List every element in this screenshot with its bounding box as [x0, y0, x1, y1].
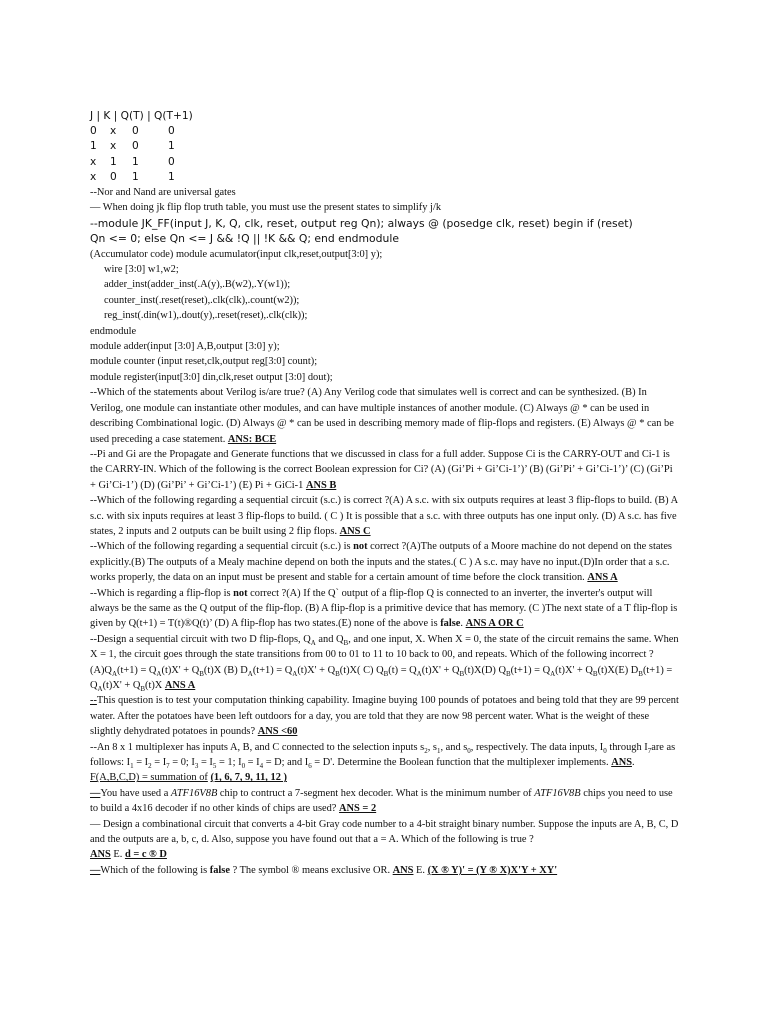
answer: ANS A — [164, 680, 196, 692]
answer-set: (1, 6, 7, 9, 11, 12 ) — [210, 772, 287, 784]
jk-module-line-1: --module JK_FF(input J, K, Q, clk, reset, output reg Qn); always @ (posedge clk, reset) begin if (reset) — [90, 216, 633, 230]
answer-label: ANS — [392, 864, 414, 876]
code-line: adder_inst(adder_inst(.A(y),.B(w2),.Y(w1)); — [104, 279, 291, 291]
code-line: reg_inst(.din(w1),.dout(y),.reset(reset),.clk(clk)); — [104, 310, 308, 322]
question-verilog: --Which of the statements about Verilog is/are true? (A) Any Verilog code that simulates well is correct and can be synthesized. (B) In Verilog, one module can instantiate other modules, and can have multiple instances of another module. (C) Always @ * can be used in describing Combinational logic. (D) Always @ * can be used in describing memory made of flip-flops and registers. (E) Always @ * can be used preceding a case statement. ANS: BCE — [90, 387, 674, 445]
question-flip-flop: --Which is regarding a flip-flop is not correct ?(A) If the Q` output of a flip-flop Q is connected to an inverter, the inverter's output will always be the same as the Q output of the flip-flop. (B) A flip-flop is a primitive device that has memory. (C )The next state of a T flip-flop is given by Q(t+1) = T(t)®Q(t)’ (D) A flip-flop has two states.(E) none of the above is false. ANS A OR C — [90, 587, 678, 630]
answer-label: ANS — [611, 757, 632, 769]
answer-expression: F(A,B,C,D) = summation of — [90, 772, 208, 784]
note-jk: — When doing jk flip flop truth table, you must use the present states to simplify j/k — [90, 202, 442, 214]
code-module: module counter (input reset,clk,output reg[3:0] count); — [90, 356, 318, 368]
answer: ANS A OR C — [465, 618, 524, 630]
code-module: module register(input[3:0] din,clk,reset output [3:0] dout); — [90, 371, 333, 383]
code-module: module adder(input [3:0] A,B,output [3:0] y); — [90, 341, 280, 353]
question-gray-code: — Design a combinational circuit that converts a 4-bit Gray code number to a 4-bit straight binary number. Suppose the inputs are A, B, C, D and the outputs are a, b, c, d. Also, suppose you have found out that a = A. Which of the following is true ? ANS E. d = c ® D — [90, 818, 679, 861]
answer: ANS = 2 — [339, 803, 377, 815]
truth-table-header: J | K | Q(T) | Q(T+1) — [90, 110, 193, 122]
question-atf16v8b: —You have used a ATF16V8B chip to contruct a 7-segment hex decoder. What is the minimum number of ATF16V8B chips you need to use to build a 4x16 decoder if no other kinds of chips are used? ANS = 2 — [90, 787, 673, 815]
truth-table-row: x 0 1 1 — [90, 170, 175, 183]
code-line: wire [3:0] w1,w2; — [104, 264, 179, 276]
truth-table-row: 1 x 0 1 — [90, 140, 175, 153]
question-sequential-not-correct: --Which of the following regarding a sequential circuit (s.c.) is not correct ?(A)The outputs of a Moore machine do not depend on the states explicitly.(B) The outputs of a Mealy machine depend on both the inputs and the states.( C ) A s.c. may have no input.(D)In order that a s.c. works properly, the data on an input must be present and stable for a certain amount of time before the clock transition. ANS A — [90, 541, 672, 584]
code-header: (Accumulator code) module acumulator(input clk,reset,output[3:0] y); — [90, 248, 383, 260]
question-d-flip-flops: --Design a sequential circuit with two D flip-flops, $Q_A$ and $Q_B$, and one input, X. When X = 0, the state of the circuit remains the same. When X = 1, the circuit goes through the state transitions from 00 to 01 to 11 to 10 back to 00, and repeats. Which of the following incorrect $?(A)Q_A(t+1) = Q_A(t)X' + Q_B(t)X$ (B) $D_A(t+1) = Q_A(t)X' + Q_B(t)X$( C) $Q_B(t) = Q_A(t)X' + Q_B(t)X(D) Q_B(t+1) = Q_A(t)X' + Q_B(t)X(E) D_B(t+1) = Q_A(t)X' + Q_B(t)X$ ANS A — [90, 633, 679, 694]
code-endmodule: endmodule — [90, 325, 137, 337]
answer: ANS A — [587, 572, 618, 584]
question-multiplexer: --An 8 x 1 multiplexer has inputs A, B, and C connected to the selection inputs $s_2$, $s_1$, and $s_0$, respectively. The data inputs, $I_0$ through $I_7are$ as follows: $I_1 = I_2 = I_7 = 0$; $I_3 = I_5 = 1$; $I_0 = I_4 = D$; and $I_6 = D'$. Determine the Boolean function that the multiplexer implements. ANS. F(A,B,C,D) = summation of (1, 6, 7, 9, 11, 12 ) — [90, 741, 676, 784]
answer: ANS: BCE — [227, 433, 277, 445]
question-carry: --Pi and Gi are the Propagate and Generate functions that we discussed in class for a full adder. Suppose Ci is the CARRY-OUT and Ci-1 is the CARRY-IN. Which of the following is the correct Boolean expression for Ci? (A) (Gi’Pi + Gi’Ci-1’)’ (B) (Gi’Pi’ + Gi’Ci-1’)’ (C) (Gi’Pi + Gi’Ci-1’) (D) (Gi’Pi’ + Gi’Ci-1’) (E) Pi + GiCi-1 ANS B — [90, 448, 673, 491]
jk-module-line-2: Qn <= 0; else Qn <= J && !Q || !K && Q; end endmodule — [90, 232, 399, 246]
question-xor: —Which of the following is false ? The symbol ® means exclusive OR. ANS E. (X ® Y)' = (Y ® X)X'Y + XY' — [90, 864, 558, 876]
answer: ANS B — [305, 479, 337, 491]
truth-table-row: 0 x 0 0 — [90, 125, 175, 138]
accumulator-code — [90, 247, 680, 386]
question-potatoes: --This question is to test your computation thinking capability. Imagine buying 100 pounds of potatoes and being told that they are 99 percent water. After the potatoes have been left outdoors for a day, you are told that they are now 98 percent water. What is the weight of these slightly dehydrated potatoes in pounds? ANS <60 — [90, 695, 679, 738]
question-sequential-correct: --Which of the following regarding a sequential circuit (s.c.) is correct ?(A) A s.c. with six outputs requires at least 3 flip-flops to build. (B) A s.c. with six inputs requires at least 3 flip-flops to build. ( C ) It is possible that a s.c. with three outputs has one input only. (D) A s.c. has five states, 2 inputs and 2 outputs can be built using 2 flip flops. ANS C — [90, 495, 678, 537]
answer: ANS C — [339, 525, 371, 537]
answer-expression: d = c ® D — [124, 849, 167, 861]
truth-table — [90, 109, 680, 185]
document-page — [90, 109, 680, 878]
code-line: counter_inst(.reset(reset),.clk(clk),.count(w2)); — [104, 294, 300, 306]
note-nor-nand: --Nor and Nand are universal gates — [90, 187, 236, 199]
answer: ANS <60 — [257, 726, 298, 738]
answer-label: ANS — [90, 849, 111, 861]
answer-expression: (X ® Y)' = (Y ® X)X'Y + XY' — [427, 864, 558, 876]
truth-table-row: x 1 1 0 — [90, 155, 175, 168]
